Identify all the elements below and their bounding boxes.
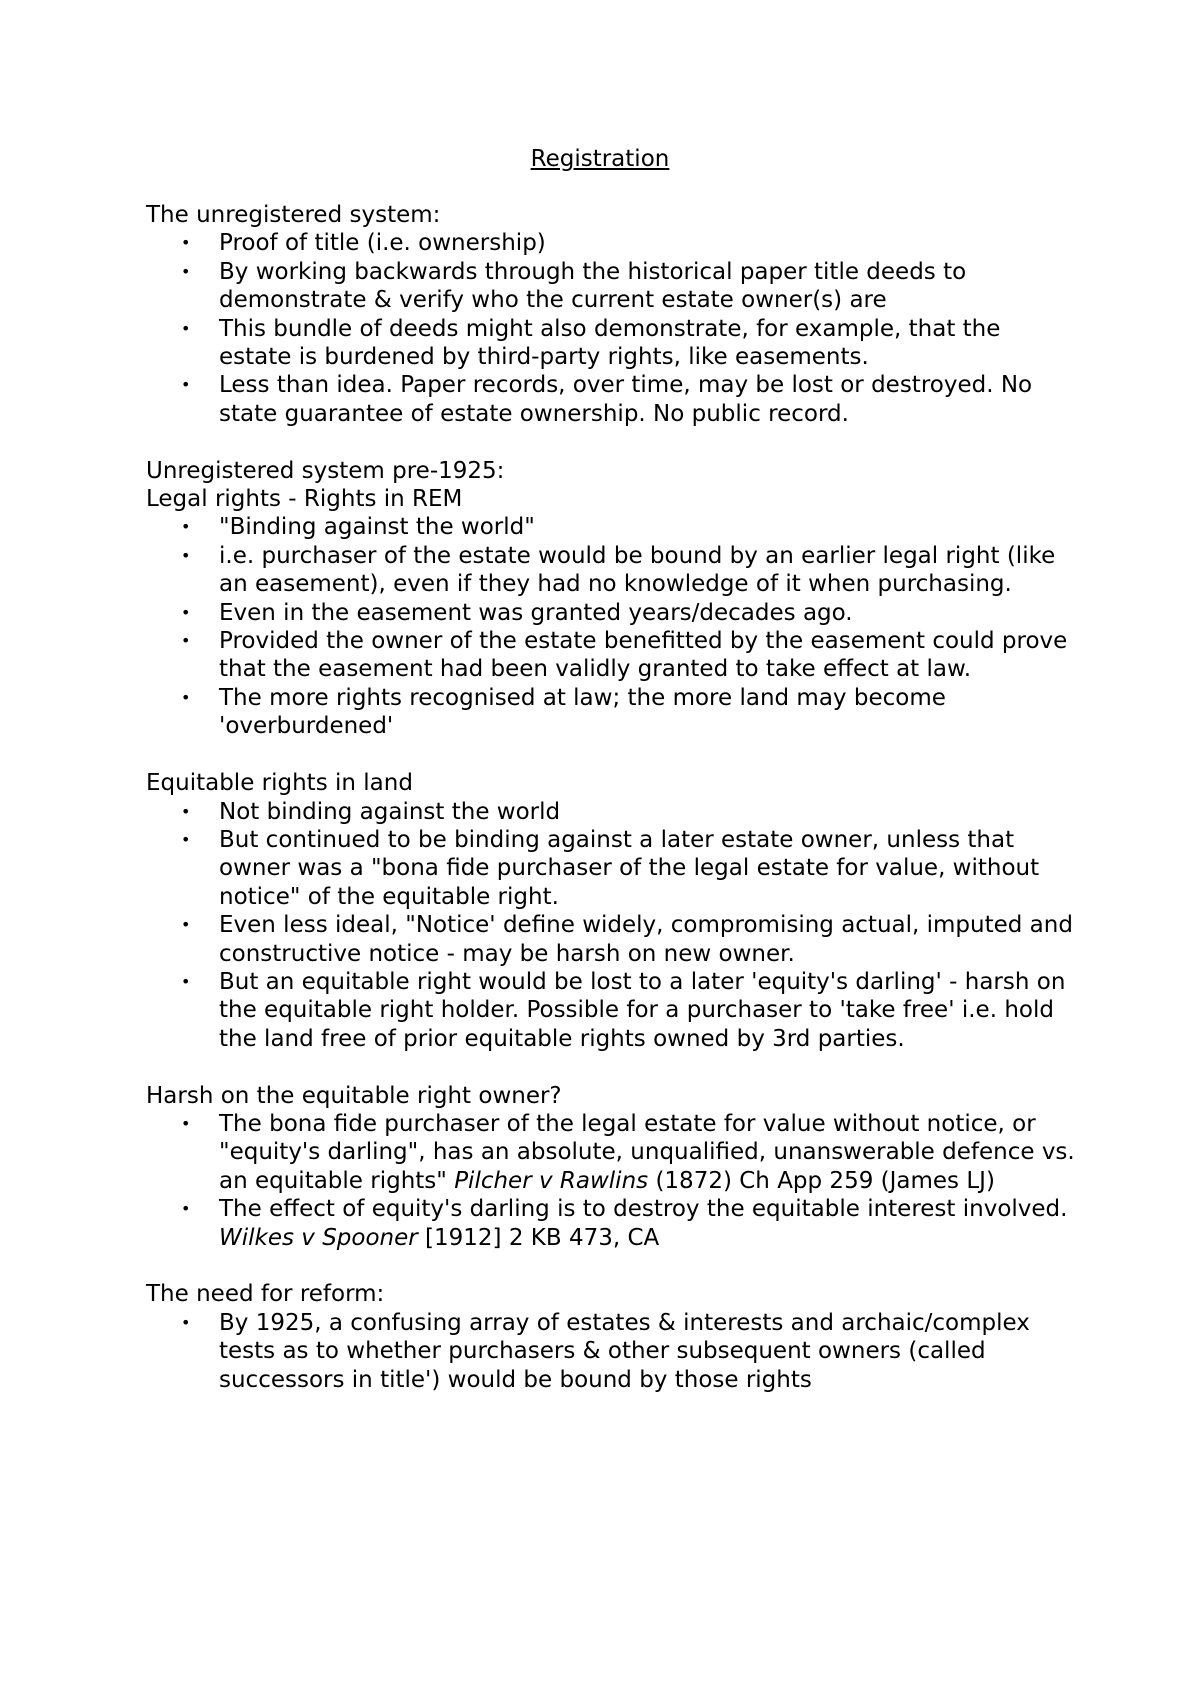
bullet-list [146, 798, 1076, 1054]
list-item: • But continued to be binding against a later estate owner, unless that owner was a "bona fide purchaser of the legal estate for value, without notice" of the equitable right. [181, 826, 1040, 910]
bullet-icon: • [181, 233, 191, 253]
list-item: • Even less ideal, "Notice' define widely, compromising actual, imputed and constructive notice - may be harsh on new owner. [181, 912, 1073, 967]
section-need-for-reform [146, 1280, 1076, 1394]
bullet-list [146, 1309, 1076, 1394]
list-item: • i.e. purchaser of the estate would be bound by an earlier legal right (like an easement), even if they had no knowledge of it when purchasing. [181, 542, 1056, 598]
bullet-list [146, 513, 1076, 740]
section-heading: The unregistered system: [146, 202, 441, 228]
section-unregistered-system [146, 201, 1076, 428]
list-item: • The effect of equity's darling is to destroy the equitable interest involved. Wilkes v Spooner [1912] 2 KB 473, CA [181, 1196, 1068, 1251]
case-citation: Pilcher v Rawlins [454, 1167, 649, 1194]
section-harsh-on-owner [146, 1082, 1076, 1252]
bullet-icon: • [181, 915, 191, 935]
section-heading: Equitable rights in land [146, 770, 413, 797]
bullet-icon: • [181, 971, 191, 991]
bullet-icon: • [181, 545, 191, 565]
section-equitable-rights [146, 769, 1076, 1053]
list-item: • Not binding against the world [181, 798, 561, 825]
bullet-icon: • [181, 1113, 191, 1133]
section-heading: Unregistered system pre-1925: [146, 457, 505, 484]
list-item: • But an equitable right would be lost to a later 'equity's darling' - harsh on the equitable right holder. Possible for a purchaser to 'take free' i.e. hold the land free of prior equitable rights owned by 3rd parties. [181, 968, 1066, 1052]
list-item: • Less than idea. Paper records, over time, may be lost or destroyed. No state guarantee of estate ownership. No public record. [181, 372, 1033, 427]
bullet-icon: • [181, 318, 191, 338]
bullet-list [146, 229, 1076, 428]
bullet-icon: • [181, 602, 191, 622]
list-item: • By 1925, a confusing array of estates & interests and archaic/complex tests as to whether purchasers & other subsequent owners (called successors in title') would be bound by those rights [181, 1309, 1030, 1393]
page-title: Registration [530, 146, 670, 172]
bullet-icon: • [181, 1312, 191, 1332]
list-item: • Provided the owner of the estate benefitted by the easement could prove that the easement had been validly granted to take effect at law. [181, 628, 1068, 683]
section-heading: Harsh on the equitable right owner? [146, 1082, 562, 1109]
list-item: • The more rights recognised at law; the more land may become 'overburdened' [181, 684, 946, 740]
list-item: • By working backwards through the historical paper title deeds to demonstrate & verify who the current estate owner(s) are [181, 258, 967, 314]
document-body [146, 201, 1076, 1422]
bullet-icon: • [181, 687, 191, 707]
bullet-icon: • [181, 375, 191, 395]
list-item: • "Binding against the world" [181, 514, 535, 541]
bullet-icon: • [181, 1199, 191, 1219]
list-item: • Proof of title (i.e. ownership) [181, 230, 546, 257]
section-subheading: Legal rights - Rights in REM [146, 486, 463, 513]
bullet-icon: • [181, 261, 191, 281]
bullet-icon: • [181, 829, 191, 849]
list-item: • The bona fide purchaser of the legal estate for value without notice, or "equity's darling", has an absolute, unqualified, unanswerable defence vs. an equitable rights" Pilcher v Rawlins (1872) Ch App 259 (James LJ) [181, 1110, 1075, 1194]
list-item: • Even in the easement was granted years/decades ago. [181, 599, 853, 626]
case-citation: Wilkes v Spooner [219, 1224, 418, 1251]
section-pre-1925 [146, 457, 1076, 741]
bullet-icon: • [181, 631, 191, 651]
bullet-icon: • [181, 801, 191, 821]
list-item: • This bundle of deeds might also demonstrate, for example, that the estate is burdened by third-party rights, like easements. [181, 315, 1001, 371]
bullet-list [146, 1110, 1076, 1252]
section-heading: The need for reform: [146, 1281, 385, 1308]
bullet-icon: • [181, 517, 191, 537]
